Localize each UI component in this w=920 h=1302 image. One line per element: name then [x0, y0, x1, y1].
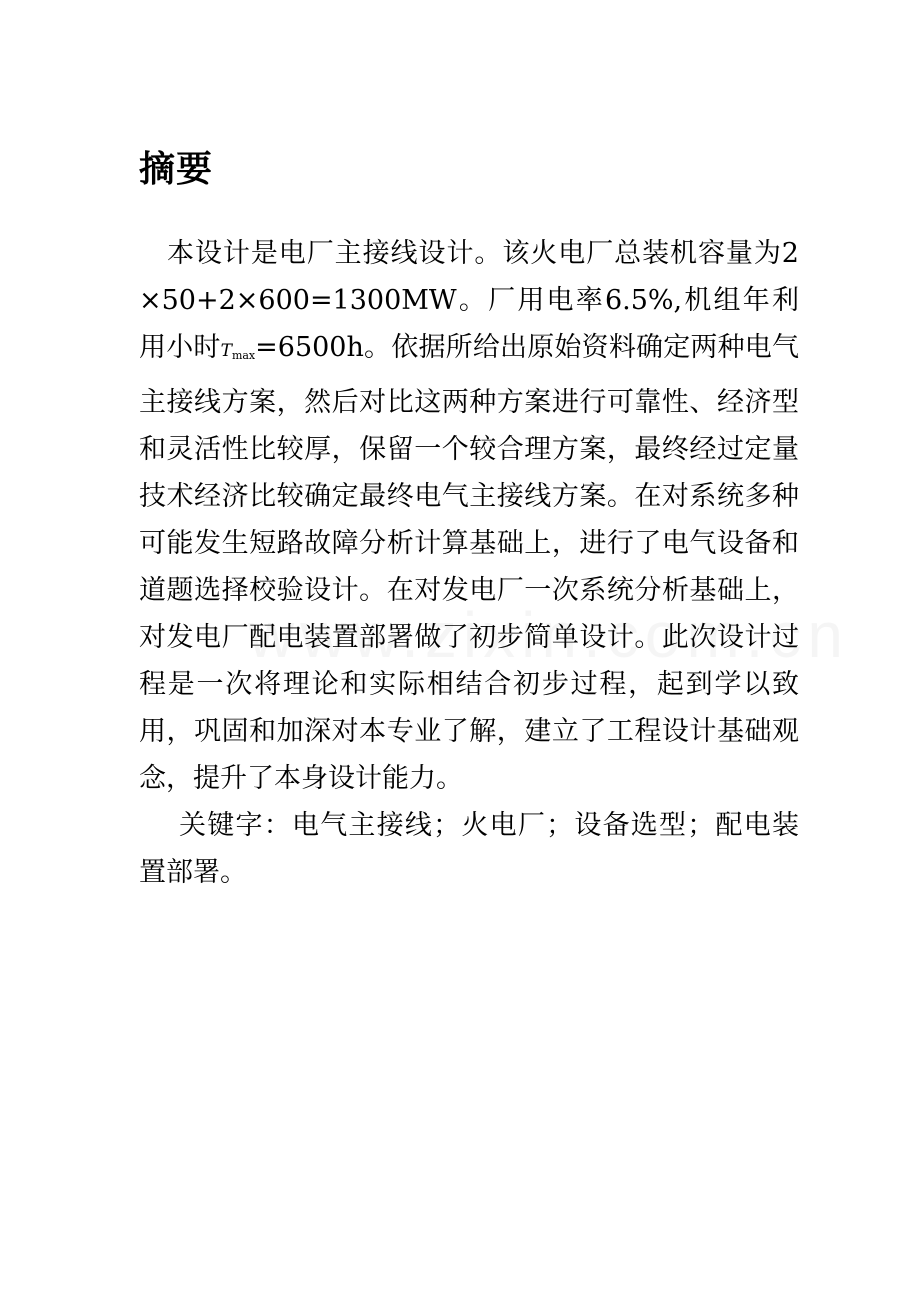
- t-max-subscript: max: [231, 349, 256, 362]
- keywords-paragraph: 关键字：电气主接线；火电厂；设备选型；配电装置部署。: [139, 810, 799, 888]
- t-max-symbol: T: [220, 341, 232, 361]
- abstract-text-part2: =6500h。依据所给出原始资料确定两种电气主接线方案，然后对比这两种方案进行可靠性、经济型和灵活性比较厚，保留一个较合理方案，最终经过定量技术经济比较确定最终电气主接线方案。在对系统多种可能发生短路故障分析计算基础上，进行了电气设备和道题选择校验设计。在对发电厂一次系统分析基础上，对发电厂配电装置部署做了初步简单设计。此次设计过程是一次将理论和实际相结合初步过程，起到学以致用，巩固和加深对本专业了解，建立了工程设计基础观念，提升了本身设计能力。: [139, 332, 799, 794]
- document-body: [139, 230, 799, 896]
- page-title: 摘要: [139, 149, 214, 190]
- abstract-text-part1: 本设计是电厂主接线设计。该火电厂总装机容量为2×50+2×600=1300MW。厂用电率6.5%,机组年利用小时: [139, 238, 799, 363]
- abstract-paragraph: [139, 230, 799, 802]
